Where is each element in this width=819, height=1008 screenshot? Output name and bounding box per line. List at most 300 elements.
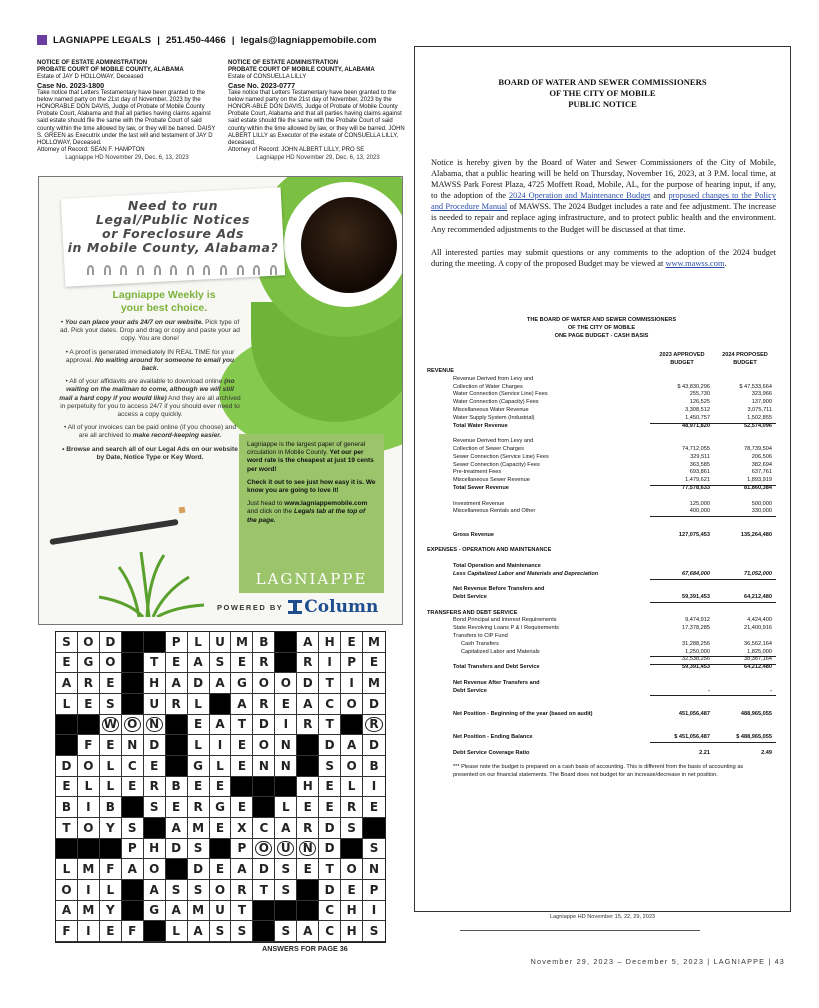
crossword-black-cell — [166, 735, 188, 756]
budget-2023-value — [650, 727, 714, 735]
budget-row-label: Miscellaneous Water Revenue — [453, 406, 529, 413]
budget-row-label: State Revolving Loans P & I Requirements — [453, 625, 559, 632]
budget-2024-value — [714, 586, 776, 594]
crossword-black-cell — [166, 715, 188, 736]
crossword-cell: R — [297, 653, 319, 674]
crossword-cell: I — [363, 777, 385, 798]
crossword-cell: N — [297, 839, 319, 860]
crossword-cell: E — [100, 735, 122, 756]
crossword-cell: I — [363, 901, 385, 922]
crossword-cell: S — [144, 797, 166, 818]
budget-2023-value — [650, 376, 714, 384]
crossword-cell: X — [231, 818, 253, 839]
budget-2023-value: 400,000 — [650, 508, 714, 517]
notice-footer: Lagniappe HD November 29, Dec. 6, 13, 2023 — [256, 155, 380, 162]
crossword-black-cell — [231, 777, 253, 798]
crossword-black-cell — [122, 694, 144, 715]
crossword-cell: E — [56, 653, 78, 674]
budget-2023-value — [650, 680, 714, 688]
crossword-cell: H — [144, 839, 166, 860]
crossword-cell: S — [341, 818, 363, 839]
crossword-cell: L — [100, 777, 122, 798]
crossword-cell: D — [166, 839, 188, 860]
crossword-caption: ANSWERS FOR PAGE 36 — [262, 944, 348, 953]
crossword-cell: R — [144, 777, 166, 798]
issue-dates: November 29, 2023 – December 5, 2023 — [530, 957, 705, 966]
budget-2024-value — [714, 368, 776, 376]
pencil-tip-graphic — [179, 507, 186, 514]
budget-2023-value — [650, 563, 714, 571]
notice-court: PROBATE COURT OF MOBILE COUNTY, ALABAMA — [37, 67, 184, 74]
crossword-cell: S — [166, 880, 188, 901]
budget-row-label: Debt Service — [453, 594, 487, 601]
crossword-cell: M — [363, 632, 385, 653]
budget-2024-value: 64,212,480 — [744, 664, 772, 671]
crossword-cell: U — [275, 839, 297, 860]
crossword-cell: H — [297, 777, 319, 798]
crossword-cell: E — [231, 735, 253, 756]
crossword-cell: D — [319, 735, 341, 756]
crossword-black-cell — [144, 818, 166, 839]
budget-row — [427, 415, 776, 423]
budget-2023-value: 127,075,453 — [678, 531, 710, 538]
crossword-cell: O — [144, 859, 166, 880]
budget-2024-value: - — [714, 688, 776, 697]
budget-2023-value: 9,474,912 — [685, 617, 710, 624]
budget-row-label: EXPENSES - OPERATION AND MAINTENANCE — [427, 547, 552, 554]
budget-row — [427, 454, 776, 462]
budget-row — [427, 672, 776, 680]
notice-attorney: Attorney of Record: JOHN ALBERT LILLY, PRO SE — [228, 147, 365, 154]
budget-row — [427, 407, 776, 415]
budget-row-label: Net Position - Ending Balance — [453, 734, 533, 741]
crossword-cell: Y — [100, 901, 122, 922]
budget-2023-value — [650, 368, 714, 376]
crossword-cell: O — [78, 818, 100, 839]
crossword-black-cell — [78, 839, 100, 860]
budget-row — [427, 727, 776, 735]
budget-2023-value: 48,971,820 — [682, 422, 710, 429]
crossword-black-cell — [122, 653, 144, 674]
budget-row-label: Transfers to CIP Fund — [453, 633, 508, 640]
crossword-cell: M — [78, 859, 100, 880]
budget-row — [427, 376, 776, 384]
budget-2023-value: $ 43,830,296 — [677, 383, 710, 390]
crossword-cell: B — [56, 797, 78, 818]
brand-square-icon — [37, 35, 47, 45]
divider — [460, 930, 700, 931]
budget-2024-value: 137,900 — [751, 399, 772, 406]
crossword-cell: D — [253, 859, 275, 880]
budget-2023-value — [650, 547, 714, 555]
budget-row — [427, 579, 776, 587]
crossword-cell: S — [100, 694, 122, 715]
crossword-cell: C — [319, 694, 341, 715]
crossword-cell: E — [231, 653, 253, 674]
budget-2023-value: 3,308,512 — [685, 406, 710, 413]
crossword-cell: T — [144, 653, 166, 674]
budget-2024-value: 81,860,384 — [744, 484, 772, 491]
crossword-cell: B — [166, 777, 188, 798]
budget-2024-value — [714, 540, 776, 548]
notice-heading: NOTICE OF ESTATE ADMINISTRATION — [228, 60, 339, 66]
crossword-cell: M — [188, 901, 210, 922]
crossword-black-cell — [253, 921, 275, 942]
crossword-cell: M — [188, 818, 210, 839]
budget-2023-value: 32,538,256 — [650, 656, 714, 665]
pencil-graphic — [49, 519, 178, 545]
crossword-cell: T — [56, 818, 78, 839]
crossword-black-cell — [100, 839, 122, 860]
crossword-cell: E — [319, 777, 341, 798]
crossword-cell: O — [275, 673, 297, 694]
budget-table — [427, 317, 776, 779]
budget-2023-value: 693,861 — [689, 469, 710, 476]
crossword-black-cell — [275, 632, 297, 653]
budget-row — [427, 594, 776, 602]
budget-2024-value: 21,400,916 — [744, 625, 772, 632]
crossword-cell: O — [100, 653, 122, 674]
crossword-cell: B — [253, 632, 275, 653]
crossword-cell: O — [78, 632, 100, 653]
crossword-cell: G — [210, 797, 232, 818]
budget-row — [427, 516, 776, 524]
crossword-black-cell — [122, 797, 144, 818]
budget-row — [427, 532, 776, 540]
budget-2024-value: 52,574,096 — [744, 422, 772, 429]
crossword-cell: S — [122, 818, 144, 839]
budget-2024-value — [714, 610, 776, 618]
crossword-cell: R — [166, 694, 188, 715]
ad-info-box: Lagniappe is the largest paper of general circulation in Mobile County. Yet our per word rate is the cheapest at just 19 cents per word! Check it out to see just how easy it is. We know you are going to love it! Just head to www.lagniappemobile.com and click on the Legals tab at the top of the page. LAGNIAPPE — [239, 434, 384, 593]
crossword-cell: D — [100, 632, 122, 653]
crossword-black-cell — [253, 901, 275, 922]
crossword-cell: A — [231, 859, 253, 880]
publication-name: LAGNIAPPE LEGALS — [53, 34, 152, 46]
crossword-cell: A — [297, 632, 319, 653]
budget-2024-value — [714, 602, 776, 610]
crossword-black-cell — [363, 818, 385, 839]
budget-row — [427, 446, 776, 454]
crossword-black-cell — [56, 735, 78, 756]
crossword-cell: O — [210, 880, 232, 901]
budget-row — [427, 688, 776, 696]
crossword-cell: S — [188, 880, 210, 901]
budget-2023-value — [650, 610, 714, 618]
crossword-cell: T — [319, 715, 341, 736]
crossword-cell: A — [166, 673, 188, 694]
budget-2023-value: 67,684,000 — [650, 571, 714, 580]
crossword-cell: L — [166, 921, 188, 942]
budget-row-label: Revenue Derived from Levy and — [453, 438, 534, 445]
benefit-item: • Browse and search all of our Legal Ads on our website by Date, Notice Type or Key Word. — [62, 445, 238, 461]
crossword-black-cell — [122, 901, 144, 922]
budget-row-label: Net Position - Beginning of the year (based on audit) — [453, 711, 593, 718]
budget-2023-value — [650, 703, 714, 711]
crossword-cell: R — [253, 694, 275, 715]
page-number: 43 — [774, 957, 785, 966]
budget-2023-value: 329,511 — [690, 453, 710, 460]
budget-2024-value: 488,965,055 — [740, 711, 772, 718]
budget-row-label: Sewer Connection (Service Line) Fees — [453, 453, 549, 460]
budget-row-label: Sewer Connection (Capacity) Fees — [453, 461, 540, 468]
budget-row — [427, 563, 776, 571]
column-logo-icon — [288, 600, 302, 614]
budget-row — [427, 555, 776, 563]
crossword-cell: F — [56, 921, 78, 942]
legal-ads-promo — [38, 176, 403, 625]
crossword-cell: D — [144, 735, 166, 756]
budget-row-label: Total Transfers and Debt Service — [453, 664, 540, 671]
crossword-cell: P — [231, 839, 253, 860]
budget-row — [427, 641, 776, 649]
crossword-cell: E — [341, 880, 363, 901]
footer-brand: LAGNIAPPE — [713, 957, 766, 966]
budget-row-label: Water Connection (Capacity) Fees — [453, 399, 539, 406]
crossword-black-cell — [166, 756, 188, 777]
budget-2024-value: 637,761 — [751, 469, 772, 476]
notice-footer: Lagniappe HD November 29, Dec. 6, 13, 2023 — [65, 155, 189, 162]
crossword-cell: O — [253, 839, 275, 860]
budget-row — [427, 649, 776, 657]
estate-notice-holloway — [37, 60, 217, 163]
budget-row — [427, 399, 776, 407]
budget-row-label: Water Connection (Service Line) Fees — [453, 391, 548, 398]
budget-rows — [427, 368, 776, 758]
budget-row-label: REVENUE — [427, 367, 455, 374]
crossword-cell: H — [341, 921, 363, 942]
crossword-cell: R — [188, 797, 210, 818]
crossword-cell: E — [210, 818, 232, 839]
crossword-cell: R — [231, 880, 253, 901]
crossword-cell: O — [341, 859, 363, 880]
benefit-item: • You can place your ads 24/7 on our website. Pick type of ad. Pick your dates. Drop and drag or copy and paste your ad copy. You are done! — [60, 319, 240, 343]
crossword-cell: A — [231, 694, 253, 715]
crossword-cell: E — [210, 859, 232, 880]
ad-tagline: Lagniappe Weekly is your best choice. — [112, 289, 216, 314]
budget-2023-value: 1,250,000 — [650, 649, 714, 658]
crossword-black-cell — [253, 777, 275, 798]
crossword-black-cell — [341, 715, 363, 736]
budget-row — [427, 695, 776, 703]
crossword-cell: E — [188, 715, 210, 736]
budget-2024-value — [714, 430, 776, 438]
crossword-black-cell — [275, 901, 297, 922]
crossword-cell: O — [78, 756, 100, 777]
crossword-cell: T — [231, 715, 253, 736]
crossword-cell: I — [341, 673, 363, 694]
crossword-cell: A — [122, 859, 144, 880]
budget-2023-value: 451,056,487 — [678, 711, 710, 718]
powered-by-column: POWERED BY Column — [217, 597, 379, 617]
crossword-cell: B — [100, 797, 122, 818]
budget-2024-value: $ 47,533,664 — [739, 383, 772, 390]
notice-body: Take notice that Letters Testamentary have been granted to the below named party on the 21st day of November, 2023 by the HONOR-ABLE DON DAVIS, Judge of Probate of Mobile County Probate Court, Alabama and that all parties having claims against said estate should file the same with the Probate Court of said county within the time allowed by law, or they will be barred. JOHN ALBERT LILLY as Executor of the estate of CONSUELLA LILLY, deceased. — [228, 89, 405, 147]
crossword-cell: D — [363, 735, 385, 756]
crossword-cell: P — [341, 653, 363, 674]
crossword-cell: A — [297, 694, 319, 715]
crossword-cell: D — [56, 756, 78, 777]
budget-2023-value — [650, 695, 714, 703]
budget-row — [427, 493, 776, 501]
header-separator: | — [231, 34, 235, 46]
budget-2023-value: 31,288,256 — [682, 640, 710, 647]
crossword-cell: A — [188, 921, 210, 942]
crossword-cell: N — [275, 735, 297, 756]
estate-notice-lilly — [228, 60, 408, 163]
crossword-black-cell — [56, 715, 78, 736]
header-email-link[interactable]: legals@lagniappemobile.com — [240, 34, 377, 46]
crossword-cell: O — [56, 880, 78, 901]
crossword-cell: F — [78, 735, 100, 756]
budget-2024-value — [714, 727, 776, 735]
budget-note: *** Please note the budget is prepared on a cash basis of accounting. This is different from the basis of accounting as presented on our financial statements. The Board does not budget for an increase/decrease in net position. — [453, 763, 744, 778]
crossword-cell: E — [166, 797, 188, 818]
crossword-cell: C — [319, 921, 341, 942]
budget-title: THE BOARD OF WATER AND SEWER COMMISSIONERS OF THE CITY OF MOBILE ONE PAGE BUDGET - CASH BASIS — [526, 317, 677, 339]
budget-2024-value: 500,000 — [751, 500, 772, 507]
ad-benefits-list — [59, 319, 241, 467]
notice-heading: NOTICE OF ESTATE ADMINISTRATION — [37, 60, 148, 66]
crossword-black-cell — [297, 901, 319, 922]
crossword-cell: L — [188, 632, 210, 653]
crossword-cell: A — [166, 818, 188, 839]
crossword-cell: P — [363, 880, 385, 901]
budget-2024-value — [714, 493, 776, 501]
budget-row — [427, 719, 776, 727]
crossword-black-cell — [253, 797, 275, 818]
crossword-cell: S — [363, 839, 385, 860]
budget-2023-value — [650, 633, 714, 641]
crossword-cell: N — [122, 735, 144, 756]
notice-case-number: Case No. 2023-0777 — [228, 80, 296, 90]
crossword-cell: M — [231, 632, 253, 653]
crossword-cell: T — [253, 880, 275, 901]
budget-2024-value — [714, 524, 776, 532]
budget-row — [427, 384, 776, 392]
budget-row — [427, 501, 776, 509]
budget-column-headers: 2023 APPROVED BUDGET 2024 PROPOSED BUDGET — [659, 352, 768, 367]
budget-row-label: Collection of Water Charges — [453, 383, 523, 390]
budget-row — [427, 680, 776, 688]
budget-row — [427, 750, 776, 758]
budget-row — [427, 391, 776, 399]
budget-2024-value — [714, 633, 776, 641]
budget-row — [427, 477, 776, 485]
budget-row-label — [427, 656, 461, 662]
policy-changes-link[interactable]: proposed changes to the Policy and Procedure Manual — [431, 191, 777, 212]
budget-row — [427, 430, 776, 438]
budget-row — [427, 438, 776, 446]
budget-row-label: Miscellaneous Rentals and Other — [453, 508, 536, 515]
crossword-cell: M — [363, 673, 385, 694]
budget-row — [427, 656, 776, 664]
crossword-cell: E — [297, 859, 319, 880]
crossword-cell: G — [231, 673, 253, 694]
budget-row — [427, 368, 776, 376]
crossword-cell: Y — [100, 818, 122, 839]
crossword-cell: S — [319, 756, 341, 777]
budget-2023-value: 363,585 — [689, 461, 710, 468]
budget-2024-value: 2.49 — [761, 750, 772, 757]
website-link[interactable]: www.lagniappemobile.com — [284, 500, 368, 508]
budget-2023-value — [650, 438, 714, 446]
crossword-cell: O — [341, 694, 363, 715]
crossword-cell: U — [144, 694, 166, 715]
budget-2024-value — [714, 703, 776, 711]
crossword-cell: B — [363, 756, 385, 777]
budget-row-label: Water Supply System (Industrial) — [453, 414, 535, 421]
budget-2024-value — [714, 563, 776, 571]
budget-row — [427, 423, 776, 431]
crossword-cell: R — [253, 653, 275, 674]
crossword-cell: G — [188, 756, 210, 777]
crossword-cell: E — [363, 797, 385, 818]
budget-2024-value: 323,966 — [751, 391, 772, 398]
budget-2024-value: 36,562,164 — [744, 640, 772, 647]
crossword-black-cell — [144, 921, 166, 942]
budget-row-label: Revenue Derived from Levy and — [453, 375, 534, 382]
budget-row-label: Net Revenue After Transfers and — [453, 679, 540, 686]
budget-2024-value: 1,502,855 — [714, 415, 776, 424]
budget-2023-value — [650, 540, 714, 548]
crossword-cell: E — [188, 777, 210, 798]
crossword-cell: I — [78, 880, 100, 901]
crossword-cell: F — [100, 859, 122, 880]
budget-row-label: TRANSFERS AND DEBT SERVICE — [427, 609, 518, 616]
budget-2023-value — [650, 672, 714, 680]
crossword-cell: R — [363, 715, 385, 736]
crossword-cell: P — [122, 839, 144, 860]
notice-estate: Estate of JAY D HOLLOWAY, Deceased — [37, 74, 144, 81]
crossword-cell: F — [122, 921, 144, 942]
crossword-cell: P — [166, 632, 188, 653]
budget-2024-value — [714, 516, 776, 524]
budget-row — [427, 571, 776, 579]
budget-row-label: Net Revenue Before Transfers and — [453, 586, 545, 593]
crossword-cell: N — [363, 859, 385, 880]
budget-row — [427, 703, 776, 711]
crossword-cell: S — [363, 921, 385, 942]
crossword-cell: S — [188, 839, 210, 860]
budget-2023-value — [650, 524, 714, 532]
budget-row-label: Total Water Revenue — [453, 422, 508, 429]
budget-2023-value: 2.21 — [699, 750, 710, 757]
budget-2023-value: 74,712,055 — [682, 445, 710, 452]
budget-link[interactable]: 2024 Operation and Maintenance Budget — [508, 191, 651, 201]
crossword-cell: M — [78, 901, 100, 922]
crossword-cell: T — [319, 673, 341, 694]
crossword-cell: L — [210, 756, 232, 777]
mawss-website-link[interactable]: www.mawss.com — [665, 258, 725, 268]
crossword-black-cell — [210, 839, 232, 860]
crossword-cell: H — [319, 632, 341, 653]
header-phone: 251.450-4466 — [165, 34, 226, 46]
budget-2024-value — [714, 672, 776, 680]
crossword-black-cell — [297, 880, 319, 901]
budget-2023-value — [650, 430, 714, 438]
crossword-cell: L — [56, 859, 78, 880]
budget-2023-value: 77,578,633 — [682, 484, 710, 491]
crossword-cell: A — [297, 921, 319, 942]
crossword-cell: A — [188, 653, 210, 674]
budget-row — [427, 485, 776, 493]
budget-2023-value: 255,730 — [689, 391, 710, 398]
budget-row — [427, 734, 776, 742]
crossword-cell: H — [144, 673, 166, 694]
crossword-cell: A — [210, 673, 232, 694]
crossword-cell: C — [319, 901, 341, 922]
